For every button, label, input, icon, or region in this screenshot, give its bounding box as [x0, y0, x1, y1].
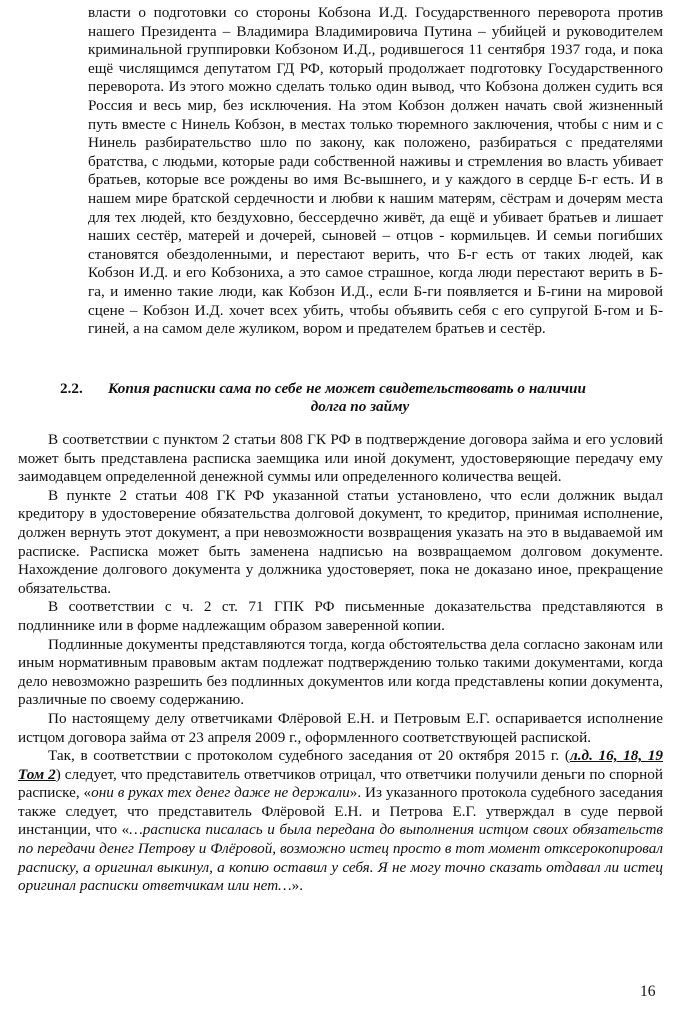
paragraph-1: В соответствии с пунктом 2 статьи 808 ГК РФ в подтверждение договора займа и его условий может быть представлена расписка заемщика или иной документ, удостоверяющие передачу ему заимодавцем определенной денежной суммы или определенного количества вещей.	[18, 431, 663, 486]
section-title-line1: Копия расписки сама по себе не может свидетельствовать о наличии	[108, 380, 586, 397]
paragraph-6-text-d: ».	[291, 877, 304, 895]
quoted-passage: власти о подготовки со стороны Кобзона И.Д. Государственного переворота против нашего Президента – Владимира Владимировича Путина – убийцей и руководителем криминальной группировки Кобзоном И.Д., родившегося 11 сентября 1937 года, и пока ещё числящимся депутатом ГД РФ, который продолжает подготовку Государственного переворота. Из этого можно сделать только один вывод, что Кобзона должен судить вся Россия и весь мир, без исключения. На этом Кобзон должен начать свой жизненный путь вместе с Нинель Кобзон, в местах только тюремного заключения, чтобы с ним и с Нинель разбирательство шло по закону, как положено, разбираться с предателями братства, с людьми, которые ради собственной наживы и стремления во власть убивает братьев, которые все рождены во имя Вс-вышнего, и у каждого в сердце Б-г есть. И в нашем мире братской сердечности и любви к нашим матерям, сёстрам и дочерям места для тех людей, кто бездуховно, бессердечно живёт, да ещё и убивает братьев и лишает наших сестёр, матерей и дочерей, сыновей – отцов - кормильцев. И семьи погибших становятся обездоленными, и перестают верить, что Б-г есть от таких людей, как Кобзон И.Д. и его Кобзониха, а это самое страшное, когда люди перестают верить в Б-га, и именно такие люди, как Кобзон И.Д., если Б-ги появляется и Б-гини на мировой сцене – Кобзон И.Д. хочет всех убить, чтобы объявить себя с его супругой Б-гом и Б-гиней, а на самом деле жуликом, вором и предателем братьев и сестёр.	[88, 4, 663, 338]
section-number: 2.2.	[60, 380, 83, 397]
paragraph-3: В соответствии с ч. 2 ст. 71 ГПК РФ письменные доказательства представляются в подлиннике или в форме надлежащим образом заверенной копии.	[18, 598, 663, 634]
paragraph-4: Подлинные документы представляются тогда, когда обстоятельства дела согласно законам или иным нормативным правовым актам подлежат подтверждению только такими документами, когда дело невозможно разрешить без подлинных документов или когда представлены копии документа, различные по своему содержанию.	[18, 635, 663, 709]
paragraph-2: В пункте 2 статьи 408 ГК РФ указанной статьи установлено, что если должник выдал кредитору в удостоверение обязательства долговой документ, то кредитор, принимая исполнение, должен вернуть этот документ, а при невозможности возвращения указать на это в выдаваемой им расписке. Расписка может быть заменена надписью на возвращаемом долговом документе. Нахождение долгового документа у должника удостоверяет, пока не доказано иное, прекращение обязательства.	[18, 486, 663, 597]
section-title-line2: долга по займу	[310, 398, 410, 415]
paragraph-5: По настоящему делу ответчиками Флёровой Е.Н. и Петровым Е.Г. оспаривается исполнение истцом договора займа от 23 апреля 2009 г., оформленного соответствующей распиской.	[18, 709, 663, 746]
italic-quote-2: …расписка писалась и была передана до выполнения истцом своих обязательств по передачи денег Петрову и Флёровой, возможно истец просто в тот момент отксерокопировал расписку, а оригинал выкинул, а копию оставил у себя. Я не могу точно сказать отдавал ли истец оригинал расписки ответчикам или нет…	[18, 821, 663, 895]
paragraph-6	[18, 747, 663, 896]
page-number: 16	[640, 983, 656, 1000]
body-text	[18, 431, 663, 896]
paragraph-6-text-b: ) следует, что представитель ответчиков отрицал, что ответчики получили деньги по спорной расписке, «	[18, 765, 663, 802]
italic-quote-1: они в руках тех денег даже не держали	[91, 784, 350, 802]
paragraph-6-text-a: Так, в соответствии с протоколом судебного заседания от 20 октября 2015 г. (	[48, 747, 570, 765]
case-file-reference: л.д. 16, 18, 19 Том 2	[18, 747, 663, 783]
paragraph-6-text-c: ». Из указанного протокола судебного заседания также следует, что представитель Флёровой Е.Н. и Петрова Е.Г. утверждал в суде первой инстанции, что «	[18, 784, 663, 839]
